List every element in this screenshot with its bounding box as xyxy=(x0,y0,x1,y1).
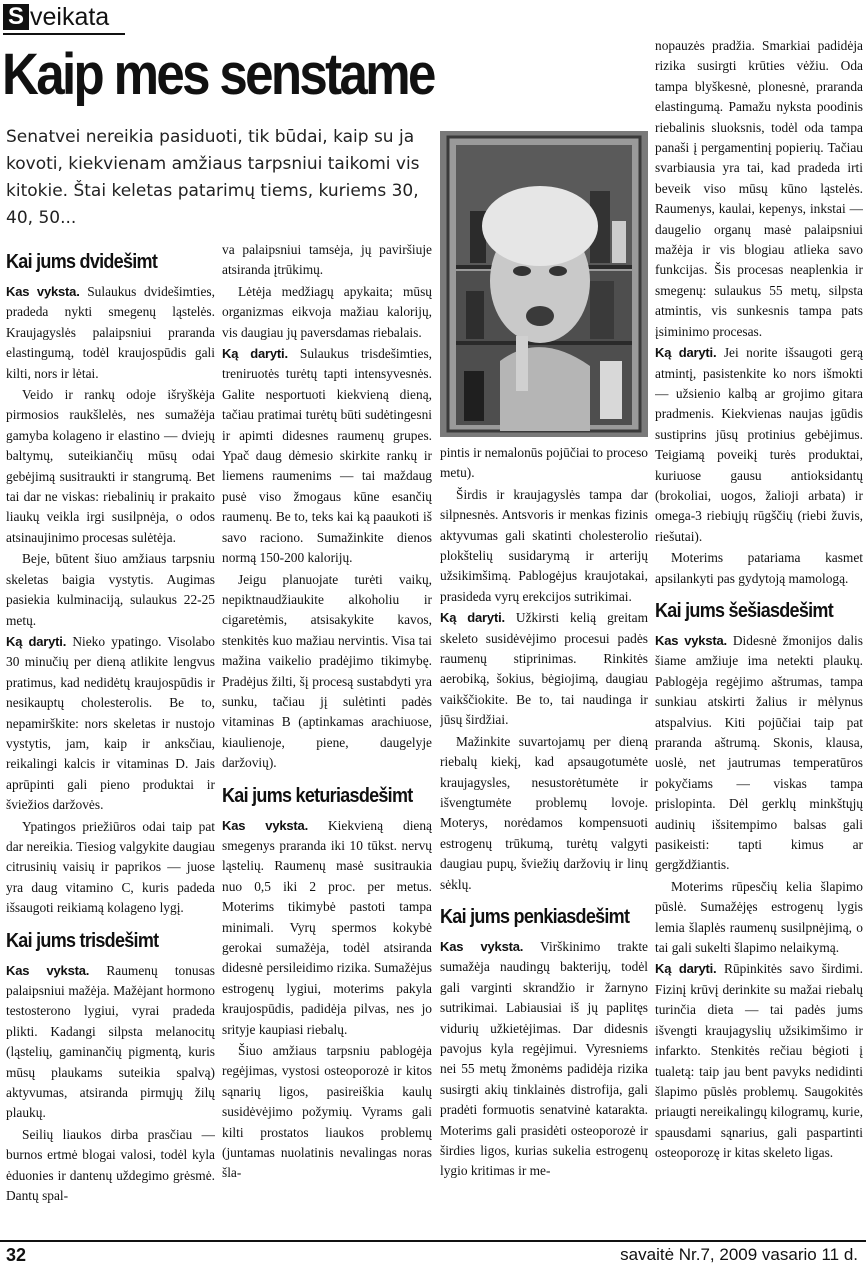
label-what-to-do: Ką daryti. xyxy=(222,346,288,362)
paragraph: Moterims rūpesčių kelia šlapimo pūslė. Sumažėjęs estrogenų lygis lemia šlaplės raumenų susilpnėjimą, o tai gali sukelti šlapimo nelaikymą. xyxy=(655,878,863,956)
paragraph: Lėtėja medžiagų apykaita; mūsų organizmas eikvoja mažiau kalorijų, vis daugiau jų paversdamas riebalais. xyxy=(222,283,432,340)
paragraph-text: Užkirsti kelią greitam skeleto susidėvėjimo procesui padės raumenų stiprinimas. Rinkitės aerobiką, šokius, bėgiojimą, daugiau vaikščiokite. Be to, tai naudinga ir jūsų širdžiai. xyxy=(440,610,648,728)
paragraph: Širdis ir kraujagyslės tampa dar silpnesnės. Antsvoris ir menkas fizinis aktyvumas gali skatinti cholesterolio plokštelių susidarymą ir arterijų užsikimšimą. Pablogėjus kraujotakai, prasideda vyrų erekcijos sutrikimai. xyxy=(440,486,648,604)
label-what-happens: Kas vyksta. xyxy=(440,938,524,954)
paragraph xyxy=(655,343,863,547)
heading-forty: Kai jums keturiasdešimt xyxy=(222,784,413,807)
heading-fifty: Kai jums penkiasdešimt xyxy=(440,905,630,928)
paragraph-text: Rūpinkitės savo širdimi. Fizinį krūvį derinkite su mažai riebalų turinčia dieta — tai padės jums išvengti kraujagyslių užsikimšimo ir infarkto. Stenkitės rečiau bėgioti į tualetą: taip jau bent pavyks nedidinti šlapimo pūslės problemų. Saugokitės priaugti nereikalingų kilogramų, kurie, spausdami sąnarius, gali paspartinti osteoporozę ir kitas skeleto ligas. xyxy=(655,961,863,1161)
column-4 xyxy=(655,36,863,1235)
paragraph xyxy=(6,282,215,384)
paragraph: nopauzės pradžia. Smarkiai padidėja rizika susirgti krūties vėžiu. Oda tampa blyškesnė, plonesnė, praranda elastingumą. Pamažu nyksta poodinis riebalinis sluoksnis, todėl oda tampa panaši į pergamentinį popierių. Tačiau svarbiausia yra tai, kad pradeda irti beveik viso mūsų kūno ląstelės. Raumenys, kaulai, kepenys, inkstai — daugelio organų masė palaipsniui mažėja ir vis blogiau atlieka savo funkcijas. Šis procesas neaplenkia ir smegenų: sulaukus 55 metų, silpsta atmintis, vis sunkesnis tampa pats įsiminimo procesas. xyxy=(655,38,863,339)
paragraph xyxy=(440,608,648,730)
heading-thirty: Kai jums trisdešimt xyxy=(6,929,159,952)
paragraph: Šiuo amžiaus tarpsniu pablogėja regėjimas, vystosi osteoporozė ir kitos sąnarių ligos, pasireiškia kaulų susidėvėjimo požymių. Vyrams gali kilti prostatos liaukos problemų (juntamas nuolatinis nevalingas noras šla- xyxy=(222,1043,432,1181)
column-3 xyxy=(440,443,648,1235)
heading-sixty: Kai jums šešiasdešimt xyxy=(655,599,833,622)
section-underline xyxy=(3,33,125,35)
mirror-photo xyxy=(440,131,648,437)
paragraph-text: Jei norite išsaugoti gerą atmintį, pasistenkite ko nors išmokti — užsienio kalbą ar grojimo gitara pradmenis. Kiekvienas naujas įgūdis sustiprins jūsų protinius gebėjimus. Teigiamą poveikį turės produktai, kuriuose gausu antioksidantų (brokoliai, uogos, žalioji arbata) ir omega-3 riebiųjų rūgščių (riebi žuvis, riešutai). xyxy=(655,345,863,544)
section-initial: S xyxy=(3,4,29,30)
paragraph xyxy=(655,631,863,876)
label-what-happens: Kas vyksta. xyxy=(222,817,308,833)
issue-info: savaitė Nr.7, 2009 vasario 11 d. xyxy=(620,1245,858,1264)
paragraph-text: Kiekvieną dieną smegenys praranda iki 10 tūkst. nervų ląstelių. Raumenų masė susitraukia nuo 0,5 iki 2 proc. per metus. Moterims tikimybė pastoti tampa minimali. Vyrų spermos kokybė gerokai sumažėja, todėl atsiranda didesnė persileidimo rizika. Sumažėjus estrogenų lygiui, moterims pakyla kraujospūdis, padidėja pilvas, nes jo srityje kaupiasi riebalų. xyxy=(222,817,432,1037)
paragraph: Beje, būtent šiuo amžiaus tarpsniu skeletas baigia vystytis. Augimas pasiekia kulminaciją, sulaukus 22-25 metų. xyxy=(6,551,215,628)
heading-twenty: Kai jums dvidešimt xyxy=(6,251,158,273)
paragraph: Seilių liaukos dirba prasčiau — burnos ertmė blogai valosi, todėl kyla ėduonies ir dantenų uždegimo grėsmė. Dantų spal- xyxy=(6,1126,215,1204)
label-what-happens: Kas vyksta. xyxy=(6,284,80,299)
section-name: veikata xyxy=(30,3,110,31)
label-what-to-do: Ką daryti. xyxy=(6,633,67,649)
paragraph xyxy=(6,632,215,816)
paragraph: Ypatingos priežiūros odai taip pat dar nereikia. Tiesiog valgykite daugiau citrusinių vaisių ir paprikos — juose yra daug vitamino C, kuris padeda išsaugoti reikiamą kolageno lygį. xyxy=(6,818,215,916)
paragraph xyxy=(222,344,432,568)
paragraph-text: Didesnė žmonijos dalis šiame amžiuje ima netekti plaukų. Pablogėja regėjimo aštrumas, tampa sunkiau atskirti žalius ir mėlynus atspalvius. Kiti pojūčiai taip pat praranda aštrumą. Skonis, klausa, uoslė, net jautrumas temperatūros pokyčiams — viskas tampa prislopinta. Dėl gerklų minkštųjų audinių išsitempimo balsas gali pasikeisti: tapti kimus ar gergždžiantis. xyxy=(655,632,863,873)
label-what-to-do: Ką daryti. xyxy=(655,345,717,361)
paragraph-text: Raumenų tonusas palaipsniui mažėja. Mažėjant hormono testosterono lygiui, vyrai pradeda plikti. Kadangi silpsta melanocitų (ląstelių, gaminančių pigmentą, kuris mūsų plaukams suteikia spalvą) aktyvumas, atsiranda pirmųjų žilų plaukų. xyxy=(6,962,215,1121)
mirror-photo-illustration xyxy=(440,131,648,437)
column-2 xyxy=(222,240,432,1235)
label-what-happens: Kas vyksta. xyxy=(6,962,90,978)
paragraph-text: Virškinimo trakte sumažėja naudingų bakterijų, todėl gali varginti skrandžio ir žarnyno sutrikimai. Labiausiai iš jų paplitęs vidurių užkietėjimas. Dar didesnis pavojus kyla regėjimui. Vyresniems nei 55 metų žmonėms padidėja rizika susirgti akių tinklainės distrofija, gali pradėti formuotis senatvinė katarakta. Moterims gali prasidėti osteoporozė ir širdies ligos, kurias sukelia estrogenų lygio kritimas ir me- xyxy=(440,938,648,1179)
paragraph-text: Sulaukus trisdešimties, treniruotės turėtų tapti intensyvesnės. Galite nesportuoti kiekvieną dieną, tačiau pratimai turėtų būti sudėtingesni ir apimti didesnes raumenų grupes. Ypač daug dėmesio skirkite rankų ir liemens raumenims — tai maždaug pusė viso žmogaus kūne esančių raumenų. Be to, teks kai ką paaukoti iš savo raciono. Sumažinkite dienos normą 150-200 kalorijų. xyxy=(222,346,432,566)
label-what-happens: Kas vyksta. xyxy=(655,632,727,648)
paragraph xyxy=(6,961,215,1124)
paragraph: Jeigu planuojate turėti vaikų, nepiktnaudžiaukite alkoholiu ir cigaretėmis, atsisakykite kavos, stenkitės kuo mažiau nervintis. Visa tai mažina vaikelio pradėjimo tikimybę. Pradėjus žilti, šį procesą sustabdyti yra sunku, tačiau jį sulėtinti padės vitaminas B (aptinkamas arachiuose, kiaulienoje, piene, daugelyje daržovių). xyxy=(222,571,432,771)
label-what-to-do: Ką daryti. xyxy=(440,610,505,626)
paragraph: pintis ir nemalonūs pojūčiai to proceso metu). xyxy=(440,445,648,481)
footer-divider xyxy=(0,1240,866,1242)
paragraph-text: Sulaukus dvidešimties, pradeda nykti smegenų ląstelės. Kraujagyslės palaipsniui praranda elastingumą, todėl kraujospūdis gali kilti, nors ir lėtai. xyxy=(6,284,215,381)
paragraph: Veido ir rankų odoje išryškėja pirmosios raukšlelės, nes sumažėja gamyba kolageno ir elastino — dviejų baltymų, suteikiančių mūsų odai gebėjimą susitraukti ir stangrumą. Bet tai dar ne viskas: riebalinių ir prakaito liaukų veikla irgi susilpnėja, o odos atsinaujinimo procesas sulėtėja. xyxy=(6,387,215,545)
paragraph: Moterims patariama kasmet apsilankyti pas gydytoją mamologą. xyxy=(655,550,863,586)
page-number: 32 xyxy=(6,1245,27,1265)
section-tag xyxy=(3,2,125,32)
paragraph xyxy=(440,937,648,1182)
column-1 xyxy=(6,240,215,1235)
paragraph xyxy=(655,959,863,1163)
label-what-to-do: Ką daryti. xyxy=(655,961,717,977)
paragraph-text: Nieko ypatingo. Visolabo 30 minučių per dieną atlikite lengvus pratimus, kad nedidėtų kraujospūdis ir nesikauptų cholesterolis. Be to, nepamirškite: nors skeletas ir nustojo vystytis, jam, kaip ir anksčiau, reikalingi kalcis ir vitaminas D. Jais aprūpinti gali pieno produktai ir šviežios daržovės. xyxy=(6,633,215,813)
paragraph xyxy=(222,816,432,1040)
lead-paragraph: Senatvei nereikia pasiduoti, tik būdai, kaip su ja kovoti, kiekvienam amžiaus tarpsniui taikomi vis kitokie. Štai keletas patarimų tiems, kuriems 30, 40, 50... xyxy=(6,127,420,228)
headline: Kaip mes senstame xyxy=(2,42,434,107)
paragraph: va palaipsniui tamsėja, jų paviršiuje atsiranda įtrūkimų. xyxy=(222,242,432,278)
paragraph: Mažinkite suvartojamų per dieną riebalų kiekį, kad apsaugotumėte kraujagysles, nesustorėtumėte ir išvengtumėte problemų lovoje. Moterys, norėdamos kompensuoti estrogenų trūkumą, turėtų valgyti daugiau pupų, šviežių daržovių ir linų sėklų. xyxy=(440,733,648,892)
